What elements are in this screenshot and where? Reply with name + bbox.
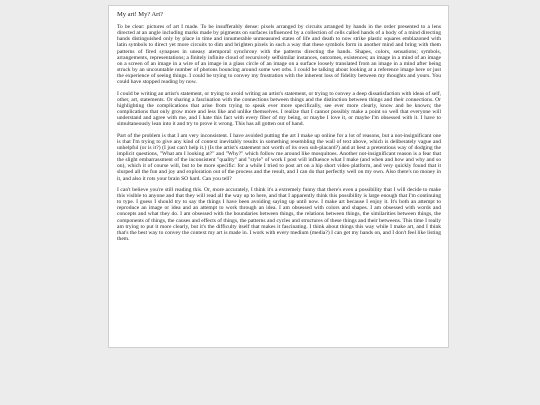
post-card [108, 5, 449, 348]
post-paragraph-3: Part of the problem is that I am very inconsistent. I have avoided putting the art I make up online for a lot of reasons, but a not-insignificant one is that I'm trying to give any kind of context inevitably results in something resembling the wall of text above, which is deliberately vague and unhelpful (or is it?) (I just can't help it.) (Is the artist's statement not worth of its own sub-placard?) and at best a pretentious way of dodging the implicit questions, "What am I looking at?" and "Why?" which follow me around like mosquitoes. Another not-insignificant reason is a fear that the slight embarrassment of the inconsistent "quality" and "style" of work I post will influence what I make (and when and how and why and so on), which it of course will, but to be more specific: for a while I tried to post art on a hip short video platform, and very quickly found that it slurped all the fun and joy and exploration out of the process and the result, and I can do that perfectly well on my own. Also there's no money in it, and also it rots your brain SO hard. Can you tell? [117, 132, 441, 182]
post-paragraph-2: I could be writing an artist's statement, or trying to avoid writing an artist's statement, or trying to convey a deep dissatisfaction with ideas of self, other, art, statements. Or sharing a fascination with the connections between things and the distinction between things and their connections. Or highlighting the complications that arise from trying to speak ever more specifically, see ever more clearly, know and be known; the complications that only grow more and less like and unlike themselves. I realize that I cannot possibly make a point so well that everyone will understand and agree with me, and I hate this fact with every fiber of my being, or maybe I love it, or maybe I'm obsessed with it. I have to simultaneously lean into it and try to prove it wrong. This has all gotten out of hand. [117, 90, 441, 128]
post-paragraph-4: I can't believe you're still reading this. Or, more accurately, I think it's a extremely funny that there's even a possibility that I will decide to make this visible to anyone and that they will read all the way up to here, and that I apparently think this possibility is large enough that I'm continuing to type. I guess I should try to say the things I have been avoiding saying up until now. I make art because I enjoy it. It's both an attempt to reproduce an image or idea and an attempt to work through an idea. I am obsessed with colors and shapes. I am obsessed with words and concepts and what they do. I am obsessed with the boundaries between things, the relations between things, the similarities between things, the components of things, the causes and effects of things, the patterns and cycles and structures of these things and their betweens. This time I really am trying to put it more clearly, but it's the difficulty itself that makes it fascinating. I think about things this way while I make art, and I think that's the best way to convey the context my art is made in. I work with every medium (media?) I can get my hands on, and I don't feel like listing them. [117, 186, 441, 242]
post-title: My art! My? Art? [117, 11, 164, 18]
post-paragraph-1: To be clear: pictures of art I made. To be insufferably dense: pixels arranged by circuits arranged by hands in the order presented to a lens directed at an angle including marks made by pigments on surfaces influenced by a collection of cells called hands of a body of a mind directing hands distinguished only by place in time and innumerable unmeasured states of life and death to now strike plastic squares emblazoned with latin symbols to direct yet more circuits to dim and brighten pixels in such a way that these symbols form in another mind and bring with them patterns of fired synapses in uneasy atemporal synchrony with the patterns directing the hands. Shapes, colors, sensations; symbols, arrangements, representations; a finitely infinite cloud of recursively selfsimilar instances, outcomes, existences; an image in a mind of an image on a screen of an image in a wire of an image in a glass circle of an image on a surface loosely translated from an image in a mind after being struck by an uncountable number of photons bouncing around some wet orbs. I could be talking about looking at a reference image here or just the experience of seeing things. I could be trying to convey my frustration with the inherent loss of fidelity between my thoughts and yours. You could have stopped reading by now. [117, 24, 441, 86]
